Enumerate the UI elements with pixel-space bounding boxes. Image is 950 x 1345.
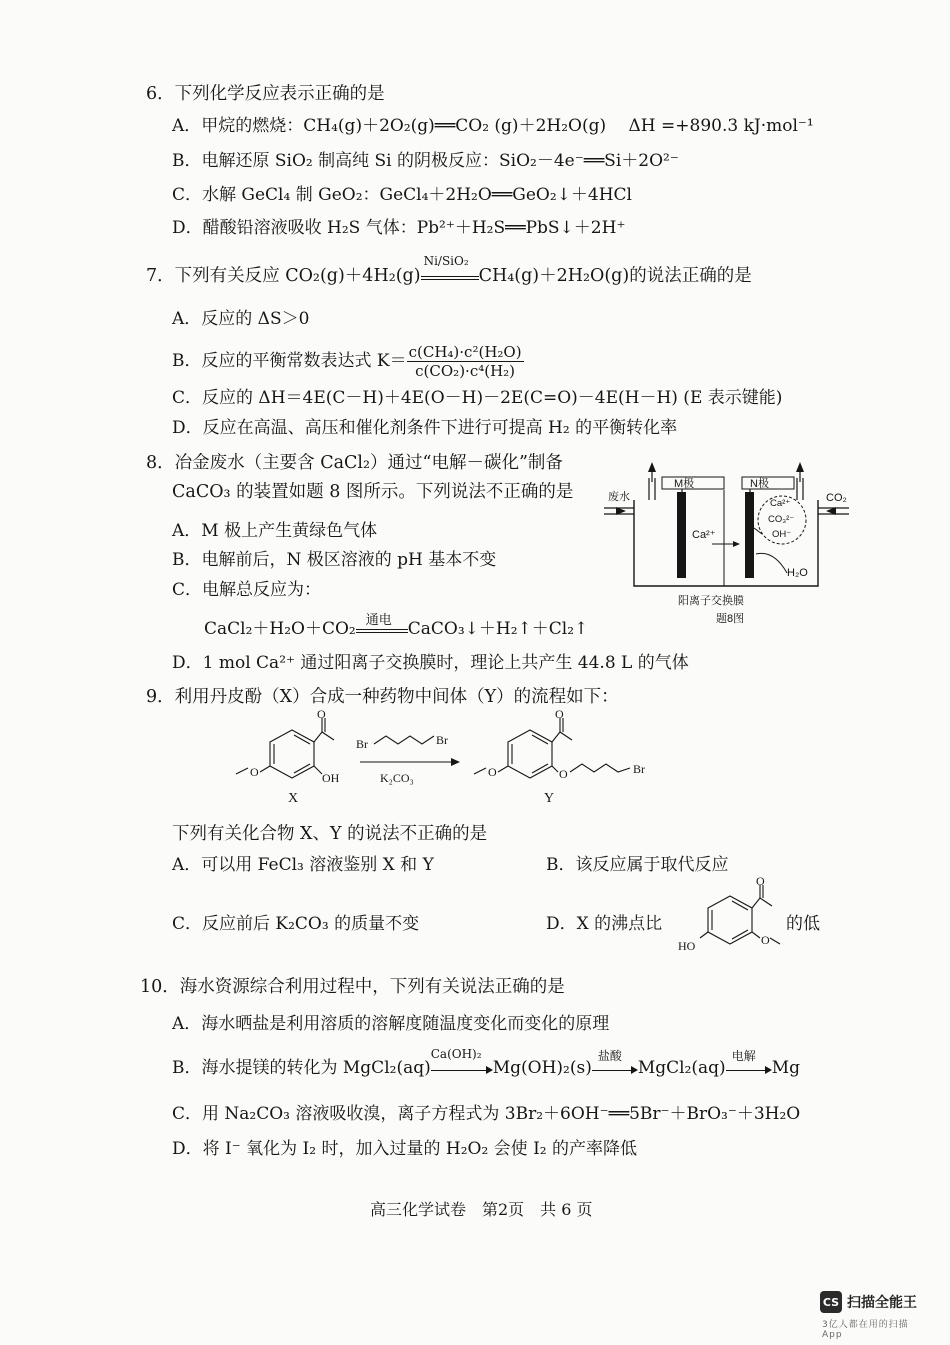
reagent-br-left: Br <box>356 737 368 751</box>
q7-catalyst-label: Ni/SiO₂ <box>423 253 469 268</box>
isomer-carbonyl-o: O <box>756 876 765 888</box>
q9-option-a: A．可以用 FeCl₃ 溶液鉴别 X 和 Y <box>172 855 434 875</box>
water-label: H₂O <box>787 567 808 579</box>
q9-stem: 9．利用丹皮酚（X）合成一种药物中间体（Y）的流程如下： <box>146 687 619 707</box>
q10-b-mid1: Mg(OH)₂(s) <box>492 1058 592 1078</box>
q8-option-a: A．M 极上产生黄绿色气体 <box>172 521 378 541</box>
q10-stem: 10．海水资源综合利用过程中，下列有关说法正确的是 <box>140 977 565 997</box>
m-gas-arrow <box>648 462 656 472</box>
q10-arrow-2 <box>592 1048 638 1078</box>
q7-option-b-pre: B．反应的平衡常数表达式 K＝ <box>172 351 407 371</box>
q8-equation <box>204 614 588 639</box>
q7-stem-pre: 7．下列有关反应 CO₂(g)＋4H₂(g) <box>146 266 421 286</box>
label-x: X <box>288 791 299 806</box>
q10-b-pre: B．海水提镁的转化为 MgCl₂(aq) <box>172 1058 431 1078</box>
q8-eq-right: CaCO₃↓＋H₂↑＋Cl₂↑ <box>407 619 589 639</box>
q7-k-numerator: c(CH₄)·c²(H₂O) <box>408 343 522 361</box>
page-footer: 高三化学试卷 第2页 共 6 页 <box>370 1200 593 1219</box>
q10-cond-1: Ca(OH)₂ <box>430 1046 482 1061</box>
y-carbonyl-o: O <box>555 710 564 721</box>
q7-stem-post: CH₄(g)＋2H₂O(g)的说法正确的是 <box>478 266 752 286</box>
q9-isomer-structure <box>676 876 786 956</box>
label-y: Y <box>544 791 555 806</box>
q7-k-denominator: c(CO₂)·c⁴(H₂) <box>415 362 516 380</box>
q7-option-d: D．反应在高温、高压和催化剂条件下进行可提高 H₂ 的平衡转化率 <box>172 418 678 438</box>
y-ether-o-right: O <box>559 767 568 781</box>
q10-cond-2: 盐酸 <box>597 1048 622 1063</box>
q10-cond-3: 电解 <box>731 1048 756 1063</box>
q10-option-d: D．将 I⁻ 氧化为 I₂ 时，加入过量的 H₂O₂ 会使 I₂ 的产率降低 <box>172 1139 638 1159</box>
q8-electrolysis-diagram <box>604 458 854 628</box>
x-carbonyl-o: O <box>317 710 326 721</box>
q7-k-fraction <box>407 343 524 380</box>
q6-option-d: D．醋酸铅溶液吸收 H₂S 气体：Pb²⁺＋H₂S══PbS↓＋2H⁺ <box>172 218 626 238</box>
scanner-app-name: 扫描全能王 <box>847 1295 917 1311</box>
q10-b-mid2: MgCl₂(aq) <box>637 1058 726 1078</box>
m-pole-label: M极 <box>674 478 695 490</box>
q6-option-a: A．甲烷的燃烧：CH₄(g)＋2O₂(g)══CO₂ (g)＋2H₂O(g) ΔH =+890.3 kJ·mol⁻¹ <box>172 116 814 136</box>
q8-option-d: D．1 mol Ca²⁺ 通过阳离子交换膜时，理论上共产生 44.8 L 的气体 <box>172 653 689 673</box>
scanner-tagline: 3亿人都在用的扫描App <box>822 1320 909 1340</box>
q8-stem-line1: 8．冶金废水（主要含 CaCl₂）通过“电解－碳化”制备 <box>146 453 563 473</box>
q10-option-a: A．海水晒盐是利用溶质的溶解度随温度变化而变化的原理 <box>172 1014 610 1034</box>
q6-stem: 6．下列化学反应表示正确的是 <box>146 84 385 104</box>
x-benzene-ring <box>270 730 314 778</box>
scanner-watermark <box>820 1291 928 1340</box>
q8-option-b: B．电解前后，N 极区溶液的 pH 基本不变 <box>172 550 497 570</box>
q10-option-b <box>172 1046 800 1078</box>
reagent-br-right: Br <box>436 733 448 747</box>
scanner-logo-icon: CS <box>820 1291 842 1313</box>
molecule-y <box>474 718 630 778</box>
circle-oh-label: OH⁻ <box>772 529 792 540</box>
circle-ca-label: Ca²⁺ <box>770 498 791 509</box>
q10-arrow-1 <box>430 1046 493 1078</box>
y-ether-o-left: O <box>488 765 497 779</box>
n-gas-arrow <box>796 462 804 472</box>
q9-option-c: C．反应前后 K₂CO₃ 的质量不变 <box>172 914 420 934</box>
q7-option-c: C．反应的 ΔH＝4E(C－H)＋4E(O－H)－2E(C=O)－4E(H－H) (E 表示键能) <box>172 388 783 408</box>
x-ether-o: O <box>250 765 259 779</box>
q10-arrow-3 <box>726 1048 772 1078</box>
q6-option-c: C．水解 GeCl₄ 制 GeO₂：GeCl₄＋2H₂O══GeO₂↓＋4HCl <box>172 185 632 205</box>
q9-option-d-post: 的低 <box>786 914 820 934</box>
ca-ion-label: Ca²⁺ <box>692 529 716 541</box>
isomer-benzene-ring <box>708 896 752 944</box>
x-oh: OH <box>322 771 340 785</box>
reagent-k2co3: K₂CO₃ <box>380 771 414 785</box>
q6-option-b: B．电解还原 SiO₂ 制高纯 Si 的阴极反应：SiO₂－4e⁻══Si＋2O²⁻ <box>172 151 679 171</box>
dibromobutane-chain <box>374 736 434 744</box>
membrane-label: 阳离子交换膜 <box>678 595 744 607</box>
q7-stem <box>146 253 752 287</box>
isomer-ether-o: O <box>761 933 770 947</box>
q9-reaction-scheme <box>210 710 690 810</box>
q9-option-d-pre: D．X 的沸点比 <box>546 914 663 934</box>
q8-option-c: C．电解总反应为： <box>172 580 322 600</box>
q8-eq-condition: 通电 <box>365 612 392 628</box>
isomer-ho: HO <box>678 939 696 953</box>
n-electrode <box>745 492 754 578</box>
y-benzene-ring <box>508 730 552 778</box>
q8-stem-line2: CaCO₃ 的装置如题 8 图所示。下列说法不正确的是 <box>172 482 574 502</box>
q8-eq-left: CaCl₂＋H₂O＋CO₂ <box>204 619 356 639</box>
y-br: Br <box>633 762 645 776</box>
circle-co3-label: CO₃²⁻ <box>768 514 795 525</box>
q9-sub-stem: 下列有关化合物 X、Y 的说法不正确的是 <box>172 824 488 844</box>
figure-caption: 题8图 <box>716 613 745 625</box>
q10-option-c: C．用 Na₂CO₃ 溶液吸收溴，离子方程式为 3Br₂＋6OH⁻══5Br⁻＋BrO₃⁻＋3H₂O <box>172 1104 801 1124</box>
n-pole-label: N极 <box>750 478 769 490</box>
co2-label: CO₂ <box>826 492 847 504</box>
q7-catalyst-arrow <box>421 253 479 286</box>
waste-water-label: 废水 <box>608 491 630 503</box>
q7-option-a: A．反应的 ΔS＞0 <box>172 309 310 329</box>
q10-b-end: Mg <box>771 1058 800 1078</box>
q9-option-b: B．该反应属于取代反应 <box>546 855 729 875</box>
m-electrode <box>677 492 686 578</box>
q7-option-b <box>172 343 524 380</box>
water-curve-arrow <box>756 553 787 573</box>
q8-eq-arrow <box>356 612 408 639</box>
